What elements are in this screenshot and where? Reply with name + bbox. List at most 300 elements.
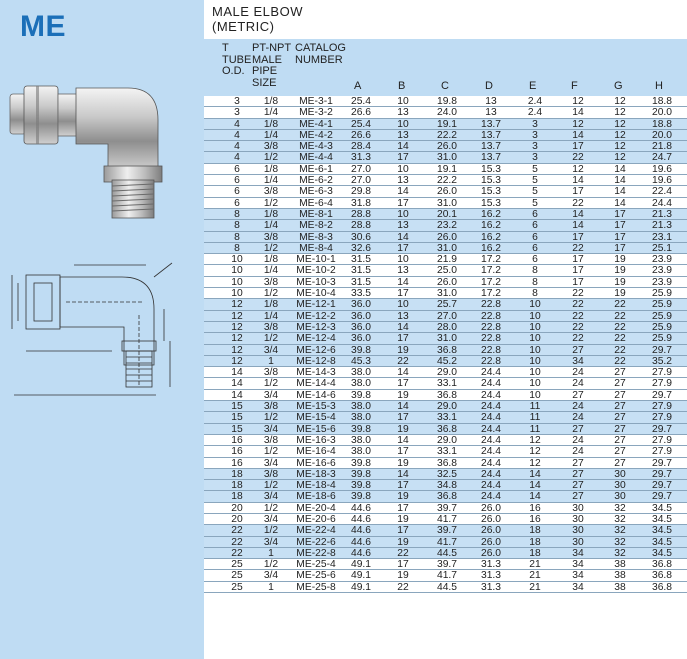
cell-dim-a: 31.5	[350, 265, 372, 277]
cell-dim-g: 22	[614, 321, 626, 333]
table-row	[204, 220, 687, 231]
cell-tube-od: 18	[231, 491, 243, 503]
table-row	[204, 378, 687, 389]
cell-tube-od: 6	[234, 197, 240, 209]
cell-dim-h: 34.5	[651, 536, 673, 548]
cell-dim-c: 29.0	[436, 434, 458, 446]
cell-dim-h: 25.9	[651, 299, 673, 311]
cell-dim-g: 27	[614, 446, 626, 458]
cell-dim-a: 49.1	[350, 581, 372, 593]
cell-catalog-number: ME-8-3	[299, 231, 333, 243]
cell-dim-g: 27	[614, 367, 626, 379]
cell-dim-b: 14	[397, 367, 409, 379]
cell-pipe-size: 3/8	[263, 141, 279, 153]
cell-dim-b: 17	[397, 197, 409, 209]
cell-dim-d: 17.2	[480, 288, 502, 300]
cell-tube-od: 12	[231, 299, 243, 311]
cell-dim-a: 36.0	[350, 310, 372, 322]
cell-pipe-size: 1/8	[263, 163, 279, 175]
cell-catalog-number: ME-6-4	[299, 197, 333, 209]
table-row	[204, 537, 687, 548]
cell-dim-a: 38.0	[350, 401, 372, 413]
cell-dim-d: 24.4	[480, 434, 502, 446]
cell-dim-b: 13	[397, 265, 409, 277]
cell-dim-a: 39.8	[350, 457, 372, 469]
cell-dim-g: 12	[614, 141, 626, 153]
cell-dim-h: 27.9	[651, 367, 673, 379]
cell-dim-d: 31.3	[480, 559, 502, 571]
cell-dim-h: 29.7	[651, 468, 673, 480]
table-header	[204, 39, 687, 96]
header-c: C	[441, 80, 449, 92]
page-title	[212, 4, 303, 34]
cell-pipe-size: 3/4	[263, 491, 279, 503]
cell-dim-f: 24	[572, 367, 584, 379]
cell-dim-a: 29.8	[350, 186, 372, 198]
cell-dim-h: 27.9	[651, 412, 673, 424]
cell-dim-e: 2.4	[527, 96, 543, 107]
cell-catalog-number: ME-12-6	[296, 344, 336, 356]
cell-dim-d: 24.4	[480, 412, 502, 424]
cell-dim-h: 34.5	[651, 502, 673, 514]
cell-dim-d: 13.7	[480, 152, 502, 164]
cell-dim-b: 19	[397, 457, 409, 469]
cell-dim-c: 44.5	[436, 581, 458, 593]
table-row	[204, 141, 687, 152]
cell-dim-b: 17	[397, 288, 409, 300]
cell-dim-h: 34.5	[651, 513, 673, 525]
cell-dim-h: 27.9	[651, 434, 673, 446]
cell-dim-h: 27.9	[651, 446, 673, 458]
cell-dim-a: 28.8	[350, 220, 372, 232]
cell-dim-h: 18.8	[651, 118, 673, 130]
header-b: B	[398, 80, 406, 92]
cell-dim-d: 31.3	[480, 581, 502, 593]
cell-dim-h: 29.7	[651, 423, 673, 435]
cell-dim-c: 25.0	[436, 265, 458, 277]
cell-dim-d: 15.3	[480, 197, 502, 209]
cell-catalog-number: ME-22-8	[296, 547, 336, 559]
cell-dim-e: 18	[529, 547, 541, 559]
cell-dim-c: 31.0	[436, 152, 458, 164]
cell-pipe-size: 1/4	[263, 265, 279, 277]
cell-dim-h: 27.9	[651, 401, 673, 413]
cell-tube-od: 15	[231, 401, 243, 413]
cell-dim-a: 44.6	[350, 536, 372, 548]
cell-dim-b: 17	[397, 242, 409, 254]
cell-dim-g: 38	[614, 581, 626, 593]
cell-tube-od: 12	[231, 333, 243, 345]
cell-pipe-size: 1/2	[263, 480, 279, 492]
cell-dim-a: 44.6	[350, 513, 372, 525]
cell-dim-d: 13.7	[480, 118, 502, 130]
cell-dim-a: 39.8	[350, 480, 372, 492]
cell-catalog-number: ME-22-6	[296, 536, 336, 548]
table-row	[204, 333, 687, 344]
cell-dim-f: 14	[572, 175, 584, 187]
cell-dim-f: 17	[572, 186, 584, 198]
cell-tube-od: 3	[234, 96, 240, 107]
cell-tube-od: 25	[231, 581, 243, 593]
cell-dim-d: 26.0	[480, 536, 502, 548]
cell-catalog-number: ME-15-6	[296, 423, 336, 435]
cell-dim-c: 24.0	[436, 107, 458, 119]
title-line-2: (METRIC)	[212, 19, 275, 34]
cell-dim-a: 28.4	[350, 141, 372, 153]
cell-dim-a: 36.0	[350, 299, 372, 311]
cell-dim-b: 19	[397, 570, 409, 582]
table-row	[204, 514, 687, 525]
cell-dim-d: 16.2	[480, 208, 502, 220]
cell-dim-e: 2.4	[527, 107, 543, 119]
cell-dim-h: 20.0	[651, 107, 673, 119]
cell-dim-c: 21.9	[436, 254, 458, 266]
cell-catalog-number: ME-10-2	[296, 265, 336, 277]
cell-dim-d: 15.3	[480, 175, 502, 187]
cell-dim-f: 24	[572, 412, 584, 424]
cell-dim-b: 22	[397, 547, 409, 559]
cell-dim-g: 38	[614, 559, 626, 571]
cell-tube-od: 14	[231, 378, 243, 390]
cell-tube-od: 20	[231, 513, 243, 525]
cell-dim-c: 29.0	[436, 401, 458, 413]
cell-dim-g: 14	[614, 163, 626, 175]
cell-dim-d: 24.4	[480, 446, 502, 458]
table-row	[204, 570, 687, 581]
cell-dim-e: 10	[529, 321, 541, 333]
cell-dim-c: 45.2	[436, 355, 458, 367]
table-row	[204, 469, 687, 480]
cell-catalog-number: ME-15-3	[296, 401, 336, 413]
cell-tube-od: 12	[231, 355, 243, 367]
cell-pipe-size: 1/4	[263, 107, 279, 119]
cell-dim-b: 19	[397, 423, 409, 435]
cell-dim-h: 22.4	[651, 186, 673, 198]
cell-catalog-number: ME-16-3	[296, 434, 336, 446]
cell-dim-f: 34	[572, 559, 584, 571]
cell-dim-d: 16.2	[480, 242, 502, 254]
table-row	[204, 243, 687, 254]
table-row	[204, 288, 687, 299]
cell-tube-od: 4	[234, 129, 240, 141]
cell-dim-a: 38.0	[350, 378, 372, 390]
cell-tube-od: 15	[231, 412, 243, 424]
cell-dim-a: 27.0	[350, 163, 372, 175]
cell-dim-c: 33.1	[436, 378, 458, 390]
cell-dim-h: 24.4	[651, 197, 673, 209]
cell-dim-f: 24	[572, 401, 584, 413]
cell-pipe-size: 1/2	[263, 197, 279, 209]
table-row	[204, 254, 687, 265]
cell-dim-c: 41.7	[436, 513, 458, 525]
cell-dim-b: 14	[397, 141, 409, 153]
cell-dim-e: 6	[532, 208, 538, 220]
cell-dim-c: 36.8	[436, 389, 458, 401]
cell-dim-c: 36.8	[436, 344, 458, 356]
cell-pipe-size: 1/2	[263, 502, 279, 514]
cell-dim-b: 14	[397, 434, 409, 446]
cell-dim-f: 22	[572, 152, 584, 164]
cell-dim-e: 21	[529, 559, 541, 571]
cell-dim-a: 36.0	[350, 333, 372, 345]
cell-dim-a: 39.8	[350, 389, 372, 401]
cell-catalog-number: ME-4-2	[299, 129, 333, 141]
left-panel	[0, 0, 204, 659]
cell-dim-a: 26.6	[350, 107, 372, 119]
cell-dim-a: 45.3	[350, 355, 372, 367]
cell-catalog-number: ME-4-4	[299, 152, 333, 164]
cell-tube-od: 4	[234, 141, 240, 153]
cell-tube-od: 22	[231, 536, 243, 548]
cell-dim-b: 13	[397, 175, 409, 187]
cell-dim-d: 24.4	[480, 457, 502, 469]
cell-catalog-number: ME-22-4	[296, 525, 336, 537]
cell-dim-e: 6	[532, 242, 538, 254]
fitting-photo	[8, 80, 198, 230]
cell-dim-e: 10	[529, 333, 541, 345]
cell-tube-od: 8	[234, 242, 240, 254]
cell-dim-e: 10	[529, 344, 541, 356]
cell-tube-od: 3	[234, 107, 240, 119]
cell-dim-g: 12	[614, 152, 626, 164]
table-row	[204, 491, 687, 502]
table-row	[204, 107, 687, 118]
table-row	[204, 435, 687, 446]
spec-table	[204, 96, 687, 593]
cell-dim-f: 17	[572, 141, 584, 153]
cell-dim-d: 13	[485, 107, 497, 119]
spec-table-panel	[204, 0, 687, 659]
cell-pipe-size: 3/8	[263, 468, 279, 480]
cell-pipe-size: 1	[268, 581, 274, 593]
cell-dim-f: 12	[572, 163, 584, 175]
table-row	[204, 198, 687, 209]
cell-pipe-size: 1/4	[263, 129, 279, 141]
cell-dim-h: 23.9	[651, 265, 673, 277]
cell-dim-e: 14	[529, 468, 541, 480]
cell-dim-c: 41.7	[436, 570, 458, 582]
cell-dim-d: 13.7	[480, 129, 502, 141]
cell-dim-b: 17	[397, 446, 409, 458]
cell-catalog-number: ME-6-1	[299, 163, 333, 175]
table-row	[204, 356, 687, 367]
cell-dim-c: 36.8	[436, 423, 458, 435]
cell-pipe-size: 1/2	[263, 412, 279, 424]
cell-catalog-number: ME-12-2	[296, 310, 336, 322]
cell-dim-d: 24.4	[480, 480, 502, 492]
cell-dim-c: 27.0	[436, 310, 458, 322]
table-row	[204, 525, 687, 536]
cell-dim-c: 19.8	[436, 96, 458, 107]
cell-dim-a: 36.0	[350, 321, 372, 333]
cell-pipe-size: 1/2	[263, 378, 279, 390]
cell-dim-g: 19	[614, 265, 626, 277]
cell-pipe-size: 3/8	[263, 186, 279, 198]
cell-pipe-size: 3/4	[263, 423, 279, 435]
cell-dim-h: 19.6	[651, 175, 673, 187]
header-tube-od: T TUBE O.D.	[222, 42, 252, 77]
cell-dim-h: 23.1	[651, 231, 673, 243]
cell-dim-h: 29.7	[651, 457, 673, 469]
cell-dim-d: 17.2	[480, 265, 502, 277]
cell-dim-d: 13.7	[480, 141, 502, 153]
cell-tube-od: 6	[234, 186, 240, 198]
table-row	[204, 96, 687, 107]
cell-dim-c: 19.1	[436, 163, 458, 175]
cell-dim-c: 44.5	[436, 547, 458, 559]
cell-pipe-size: 3/4	[263, 389, 279, 401]
cell-dim-h: 21.3	[651, 220, 673, 232]
cell-dim-h: 21.3	[651, 208, 673, 220]
cell-dim-g: 19	[614, 276, 626, 288]
cell-dim-f: 12	[572, 96, 584, 107]
cell-dim-g: 30	[614, 491, 626, 503]
cell-dim-f: 17	[572, 254, 584, 266]
cell-dim-g: 17	[614, 220, 626, 232]
cell-dim-f: 27	[572, 468, 584, 480]
cell-dim-h: 29.7	[651, 480, 673, 492]
cell-dim-h: 36.8	[651, 559, 673, 571]
cell-dim-c: 23.2	[436, 220, 458, 232]
cell-tube-od: 14	[231, 389, 243, 401]
cell-dim-e: 11	[529, 423, 541, 435]
cell-dim-d: 26.0	[480, 525, 502, 537]
cell-dim-d: 24.4	[480, 389, 502, 401]
cell-dim-f: 27	[572, 491, 584, 503]
cell-dim-g: 27	[614, 412, 626, 424]
cell-tube-od: 16	[231, 434, 243, 446]
cell-pipe-size: 3/8	[263, 401, 279, 413]
cell-dim-f: 12	[572, 118, 584, 130]
cell-tube-od: 10	[231, 254, 243, 266]
table-row	[204, 424, 687, 435]
cell-dim-b: 14	[397, 468, 409, 480]
cell-catalog-number: ME-8-2	[299, 220, 333, 232]
cell-dim-g: 27	[614, 389, 626, 401]
cell-dim-c: 32.5	[436, 468, 458, 480]
cell-dim-c: 22.2	[436, 129, 458, 141]
cell-dim-f: 14	[572, 107, 584, 119]
cell-dim-g: 12	[614, 96, 626, 107]
cell-dim-a: 31.5	[350, 254, 372, 266]
cell-pipe-size: 3/4	[263, 457, 279, 469]
cell-dim-f: 27	[572, 389, 584, 401]
cell-dim-g: 12	[614, 129, 626, 141]
cell-dim-e: 6	[532, 231, 538, 243]
cell-dim-g: 27	[614, 401, 626, 413]
cell-pipe-size: 1	[268, 355, 274, 367]
cell-dim-f: 17	[572, 276, 584, 288]
cell-dim-d: 15.3	[480, 163, 502, 175]
cell-catalog-number: ME-18-3	[296, 468, 336, 480]
cell-dim-g: 32	[614, 536, 626, 548]
cell-dim-a: 28.8	[350, 208, 372, 220]
cell-dim-g: 19	[614, 288, 626, 300]
cell-catalog-number: ME-18-6	[296, 491, 336, 503]
cell-pipe-size: 3/4	[263, 536, 279, 548]
cell-dim-c: 31.0	[436, 333, 458, 345]
cell-pipe-size: 1/8	[263, 254, 279, 266]
cell-dim-a: 31.8	[350, 197, 372, 209]
cell-pipe-size: 1/2	[263, 446, 279, 458]
cell-pipe-size: 1/2	[263, 333, 279, 345]
cell-dim-h: 36.8	[651, 570, 673, 582]
cell-dim-c: 26.0	[436, 141, 458, 153]
cell-dim-f: 14	[572, 208, 584, 220]
cell-dim-h: 23.9	[651, 254, 673, 266]
cell-dim-c: 20.1	[436, 208, 458, 220]
cell-catalog-number: ME-12-8	[296, 355, 336, 367]
cell-dim-h: 34.5	[651, 547, 673, 559]
cell-dim-b: 17	[397, 559, 409, 571]
cell-tube-od: 8	[234, 208, 240, 220]
cell-pipe-size: 1/8	[263, 208, 279, 220]
cell-dim-a: 33.5	[350, 288, 372, 300]
cell-catalog-number: ME-10-3	[296, 276, 336, 288]
cell-dim-c: 29.0	[436, 367, 458, 379]
cell-dim-g: 27	[614, 434, 626, 446]
cell-dim-c: 26.0	[436, 276, 458, 288]
cell-dim-g: 22	[614, 355, 626, 367]
header-catalog-number: CATALOG NUMBER	[295, 42, 346, 66]
cell-pipe-size: 1/4	[263, 220, 279, 232]
cell-catalog-number: ME-12-1	[296, 299, 336, 311]
cell-dim-g: 30	[614, 480, 626, 492]
cell-dim-d: 22.8	[480, 321, 502, 333]
cell-catalog-number: ME-3-1	[299, 96, 333, 107]
cell-dim-e: 14	[529, 491, 541, 503]
cell-dim-g: 12	[614, 107, 626, 119]
cell-tube-od: 10	[231, 265, 243, 277]
cell-dim-h: 18.8	[651, 96, 673, 107]
cell-dim-b: 17	[397, 480, 409, 492]
cell-dim-e: 18	[529, 536, 541, 548]
cell-dim-c: 39.7	[436, 559, 458, 571]
cell-dim-g: 12	[614, 118, 626, 130]
table-row	[204, 401, 687, 412]
cell-dim-a: 39.8	[350, 468, 372, 480]
cell-pipe-size: 1/2	[263, 242, 279, 254]
table-row	[204, 311, 687, 322]
cell-dim-b: 13	[397, 107, 409, 119]
cell-dim-h: 21.8	[651, 141, 673, 153]
cell-dim-e: 11	[529, 401, 541, 413]
cell-dim-d: 24.4	[480, 401, 502, 413]
cell-dim-a: 27.0	[350, 175, 372, 187]
cell-dim-f: 34	[572, 355, 584, 367]
cell-dim-d: 16.2	[480, 231, 502, 243]
cell-dim-c: 31.0	[436, 242, 458, 254]
cell-catalog-number: ME-10-4	[296, 288, 336, 300]
cell-dim-a: 38.0	[350, 434, 372, 446]
cell-dim-d: 22.8	[480, 333, 502, 345]
cell-dim-e: 6	[532, 254, 538, 266]
cell-tube-od: 6	[234, 163, 240, 175]
cell-catalog-number: ME-4-3	[299, 141, 333, 153]
cell-dim-b: 13	[397, 129, 409, 141]
cell-dim-a: 38.0	[350, 446, 372, 458]
table-row	[204, 582, 687, 593]
cell-catalog-number: ME-6-2	[299, 175, 333, 187]
cell-dim-c: 26.0	[436, 231, 458, 243]
cell-dim-f: 34	[572, 547, 584, 559]
cell-pipe-size: 3/4	[263, 570, 279, 582]
cell-catalog-number: ME-14-4	[296, 378, 336, 390]
table-row	[204, 299, 687, 310]
cell-dim-f: 27	[572, 480, 584, 492]
cell-dim-e: 8	[532, 276, 538, 288]
cell-dim-d: 24.4	[480, 468, 502, 480]
